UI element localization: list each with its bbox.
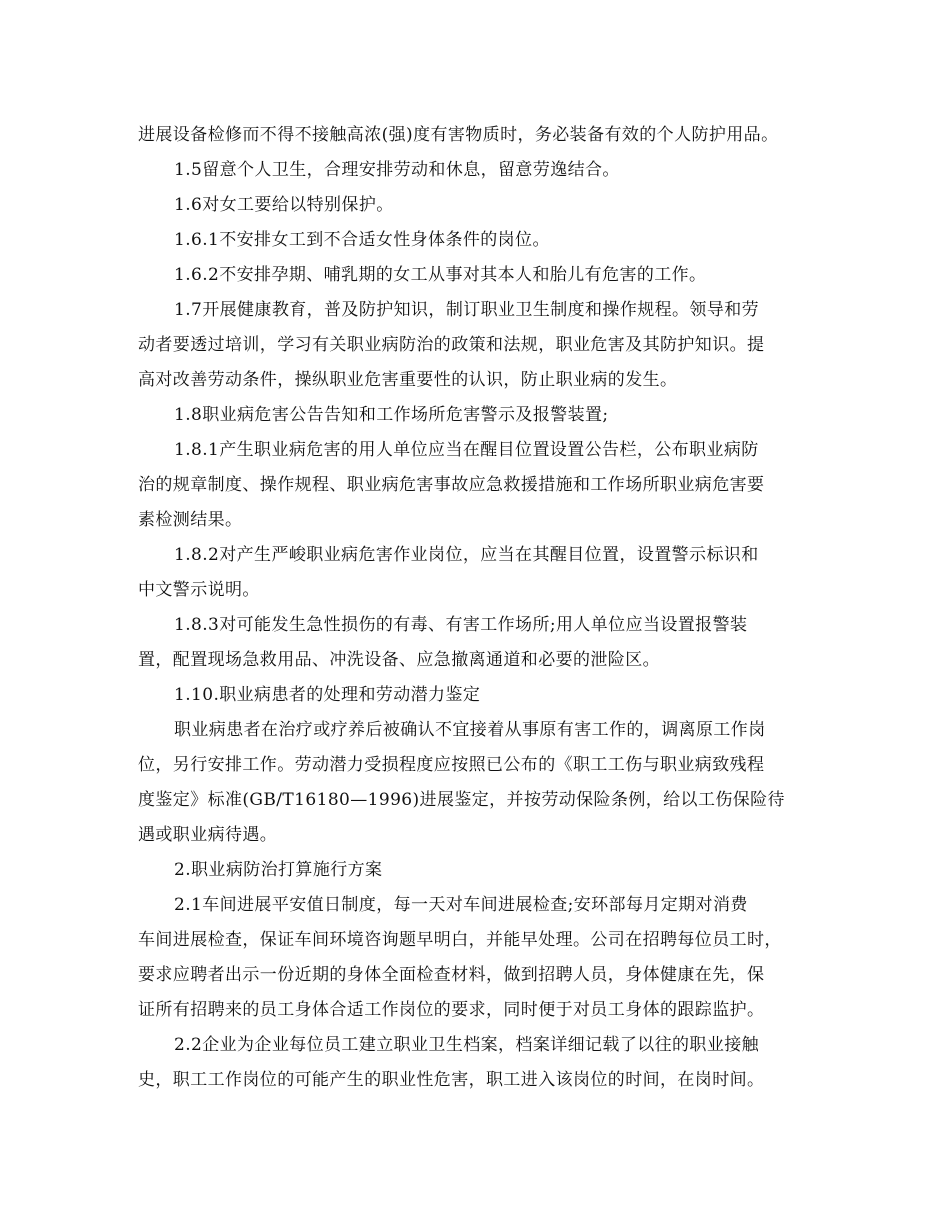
text-line: 1.6.2不安排孕期、哺乳期的女工从事对其本人和胎儿有危害的工作。 — [174, 265, 707, 285]
text-line: 中文警示说明。 — [138, 580, 260, 600]
document-body — [138, 118, 814, 1098]
text-line: 1.8.1产生职业病危害的用人单位应当在醒目位置设置公告栏，公布职业病防 — [174, 440, 759, 460]
text-line: 2.职业病防治打算施行方案 — [174, 860, 383, 880]
text-line: 2.1车间进展平安值日制度，每一天对车间进展检查;安环部每月定期对消费 — [174, 895, 748, 915]
text-line: 1.8职业病危害公告告知和工作场所危害警示及报警装置; — [174, 405, 609, 425]
text-line: 1.8.3对可能发生急性损伤的有毒、有害工作场所;用人单位应当设置报警装 — [174, 615, 748, 635]
text-line: 1.10.职业病患者的处理和劳动潜力鉴定 — [174, 685, 481, 705]
text-line: 2.2企业为企业每位员工建立职业卫生档案，档案详细记载了以往的职业接触 — [174, 1035, 760, 1055]
text-line: 位，另行安排工作。劳动潜力受损程度应按照已公布的《职工工伤与职业病致残程 — [138, 755, 765, 775]
text-line: 职业病患者在治疗或疗养后被确认不宜接着从事原有害工作的，调离原工作岗 — [174, 720, 766, 740]
text-line: 高对改善劳动条件，操纵职业危害重要性的认识，防止职业病的发生。 — [138, 370, 678, 390]
text-line: 1.6.1不安排女工到不合适女性身体条件的岗位。 — [174, 230, 550, 250]
text-line: 要求应聘者出示一份近期的身体全面检查材料，做到招聘人员，身体健康在先，保 — [138, 965, 765, 985]
text-line: 进展设备检修而不得不接触高浓(强)度有害物质时，务必装备有效的个人防护用品。 — [138, 125, 779, 145]
text-line: 史，职工工作岗位的可能产生的职业性危害，职工进入该岗位的时间，在岗时间。 — [138, 1070, 765, 1090]
text-line: 遇或职业病待遇。 — [138, 825, 278, 845]
text-line: 素检测结果。 — [138, 510, 243, 530]
text-line: 1.7开展健康教育，普及防护知识，制订职业卫生制度和操作规程。领导和劳 — [174, 300, 760, 320]
text-line: 车间进展检查，保证车间环境咨询题早明白，并能早处理。公司在招聘每位员工时， — [138, 930, 782, 950]
text-line: 1.8.2对产生严峻职业病危害作业岗位，应当在其醒目位置，设置警示标识和 — [174, 545, 759, 565]
text-line: 置，配置现场急救用品、冲洗设备、应急撤离通道和必要的泄险区。 — [138, 650, 660, 670]
text-line: 动者要透过培训，学习有关职业病防治的政策和法规，职业危害及其防护知识。提 — [138, 335, 765, 355]
text-line: 治的规章制度、操作规程、职业病危害事故应急救援措施和工作场所职业病危害要 — [138, 475, 765, 495]
text-line: 1.5留意个人卫生，合理安排劳动和休息，留意劳逸结合。 — [174, 160, 620, 180]
text-line: 度鉴定》标准(GB/T16180—1996)进展鉴定，并按劳动保险条例，给以工伤保险待 — [138, 790, 785, 810]
text-line: 1.6对女工要给以特别保护。 — [174, 195, 394, 215]
text-line: 证所有招聘来的员工身体合适工作岗位的要求，同时便于对员工身体的跟踪监护。 — [138, 1000, 765, 1020]
